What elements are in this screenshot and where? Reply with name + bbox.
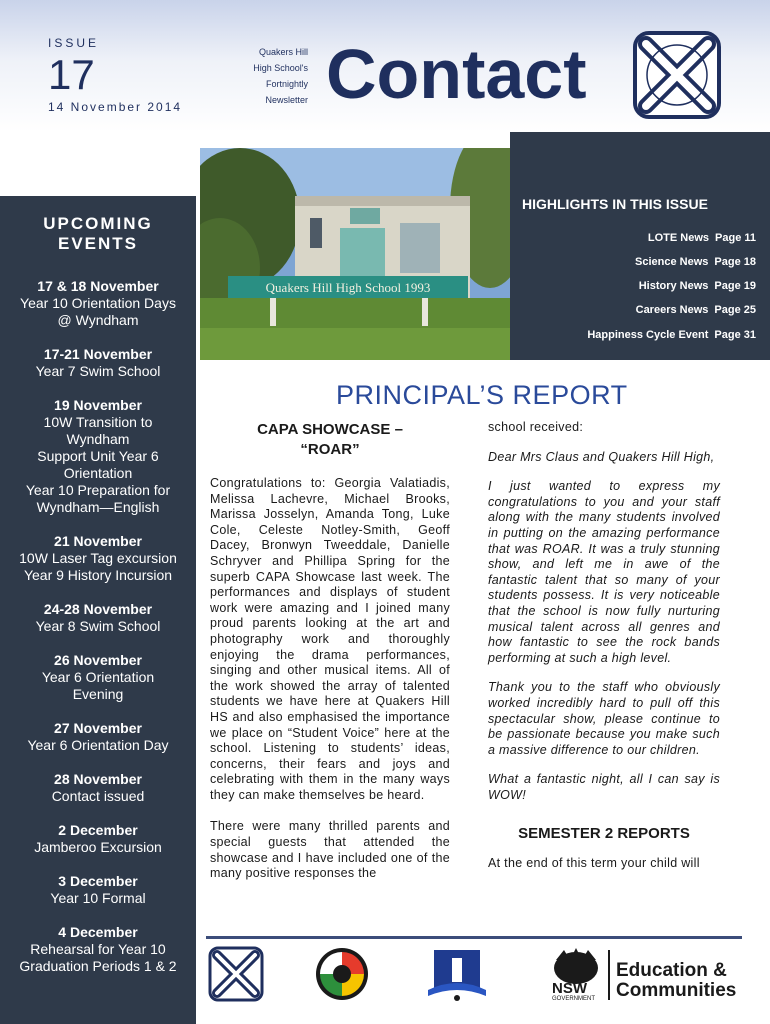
tagline-line: Quakers Hill xyxy=(258,47,308,57)
capa-heading xyxy=(210,420,450,460)
program-logo-circle xyxy=(314,946,370,1002)
letter-paragraph: Dear Mrs Claus and Quakers Hill High, xyxy=(488,449,715,464)
program-logo-book xyxy=(424,946,490,1002)
event-date: 24-28 November xyxy=(43,601,153,617)
tagline-line: Fortnightly xyxy=(265,79,308,89)
school-building-photo xyxy=(200,148,510,360)
event-desc: Year 8 Swim School xyxy=(35,618,161,634)
events-list xyxy=(0,278,196,975)
sidebar-title xyxy=(0,214,196,254)
event-item xyxy=(0,873,196,907)
letter-paragraph: I just wanted to express my congratulations to you and your staff along with the many students involved in putting on the amazing performance that was ROAR. It was a truly stunning show, and left me in awe of the fantastic talent that so many of your students possess. It is very noticeable that the school is now fully nurturing musical talent across all genres and how fantastic to see the rock bands performing at such a high level. xyxy=(488,479,720,665)
upcoming-events-sidebar xyxy=(0,196,196,1024)
department-name-line: Education & xyxy=(616,960,727,981)
highlight-label: Science News xyxy=(635,256,709,268)
issue-number: 17 xyxy=(48,51,95,98)
capa-heading-line: “ROAR” xyxy=(300,441,360,458)
event-date: 27 November xyxy=(54,720,142,736)
masthead xyxy=(0,0,770,132)
school-sign-text: Quakers Hill High School 1993 xyxy=(265,280,431,295)
event-item xyxy=(0,771,196,805)
event-date: 2 December xyxy=(58,822,138,838)
event-item xyxy=(0,533,196,584)
capa-heading-line: CAPA SHOWCASE – xyxy=(257,421,403,438)
tagline-line: High School's xyxy=(253,63,308,73)
highlight-page: Page 19 xyxy=(714,280,756,292)
event-date: 4 December xyxy=(58,924,138,940)
highlight-item[interactable] xyxy=(587,329,756,341)
sidebar-title-line: EVENTS xyxy=(57,234,139,253)
highlight-label: Happiness Cycle Event xyxy=(587,329,709,341)
highlight-label: Careers News xyxy=(635,304,709,316)
event-item xyxy=(0,822,196,856)
event-item xyxy=(0,601,196,635)
event-desc: Year 10 Orientation Days @ Wyndham xyxy=(20,295,176,328)
letter-paragraph: Thank you to the staff who obviously worked incredibly hard to pull off this spectacular show, please continue to be passionate because you make such a massive difference to our children. xyxy=(488,680,720,757)
event-date: 28 November xyxy=(54,771,142,787)
event-item xyxy=(0,720,196,754)
event-desc: Year 7 Swim School xyxy=(35,363,161,379)
report-column-left xyxy=(210,420,450,882)
event-date: 17-21 November xyxy=(43,346,153,362)
principals-report-title: PRINCIPAL’S REPORT xyxy=(336,380,628,410)
highlight-label: History News xyxy=(638,280,709,292)
capa-paragraph: Congratulations to: Georgia Valatiadis, Melissa Lachevre, Michael Brooks, Marissa Josselyn, Amanda Tong, Luke Cole, Celeste Notley-Smith, Geoff Dacey, Bronwyn Tweeddale, Danielle Schryver and Phillipa Spring for the superb CAPA Showcase last week. The performances and displays of student work were amazing and I joined many proud parents looking at the art and photography work and thoroughly enjoying the drama performances, singing and other musical items. All of the work showed the array of talented students we have here at Quakers Hill HS and also emphasised the importance we place on “Student Voice” here at the school. Listening to students’ ideas, concerns, their fears and joys and celebrating with them in the many ways they can make themselves be heard. xyxy=(210,476,450,802)
newsletter-title: Contact xyxy=(326,35,587,113)
event-date: 21 November xyxy=(54,533,142,549)
event-date: 3 December xyxy=(58,873,138,889)
highlight-item[interactable] xyxy=(635,256,756,268)
event-desc: 10W Laser Tag excursion Year 9 History Incursion xyxy=(19,550,177,583)
issue-label: ISSUE xyxy=(48,36,100,50)
event-item xyxy=(0,397,196,516)
highlight-page: Page 25 xyxy=(714,304,756,316)
highlight-item[interactable] xyxy=(636,304,756,316)
event-date: 26 November xyxy=(54,652,142,668)
report-column-right xyxy=(488,420,720,886)
newsletter-tagline xyxy=(208,44,308,108)
highlight-page: Page 11 xyxy=(715,232,756,244)
school-crest-logo xyxy=(632,30,722,120)
event-desc: Rehearsal for Year 10 Graduation Periods 1 & 2 xyxy=(19,941,177,974)
event-desc: Jamberoo Excursion xyxy=(34,839,162,855)
nsw-education-logo xyxy=(546,946,746,1002)
school-crest-logo-small xyxy=(208,946,264,1002)
semester-reports-heading: SEMESTER 2 REPORTS xyxy=(518,825,690,843)
tagline-line: Newsletter xyxy=(265,95,308,105)
event-item xyxy=(0,924,196,975)
letter-paragraph: What a fantastic night, all I can say is WOW! xyxy=(488,772,720,802)
semester-paragraph: At the end of this term your child will xyxy=(488,856,700,871)
highlights-box xyxy=(510,132,770,360)
event-item xyxy=(0,346,196,380)
sidebar-title-line: UPCOMING xyxy=(43,214,153,233)
event-desc: Contact issued xyxy=(51,788,145,804)
logo-divider xyxy=(608,950,610,1000)
event-desc: Year 6 Orientation Evening xyxy=(41,669,155,702)
highlight-label: LOTE News xyxy=(647,232,710,244)
event-date: 19 November xyxy=(54,397,142,413)
highlight-item[interactable] xyxy=(639,280,756,292)
event-desc: 10W Transition to Wyndham Support Unit Year 6 Orientation Year 10 Preparation for Wyndham—English xyxy=(25,414,171,515)
highlights-title: HIGHLIGHTS IN THIS ISSUE xyxy=(522,196,708,212)
highlight-page: Page 31 xyxy=(714,329,756,341)
event-item xyxy=(0,278,196,329)
footer-divider xyxy=(206,936,742,939)
highlight-item[interactable] xyxy=(648,232,756,244)
highlight-page: Page 18 xyxy=(714,256,756,268)
nsw-label: NSW xyxy=(552,980,587,997)
capa-paragraph: There were many thrilled parents and special guests that attended the showcase and I have included one of the many positive responses the xyxy=(210,819,450,881)
issue-date: 14 November 2014 xyxy=(48,100,183,114)
event-item xyxy=(0,652,196,703)
department-name-line: Communities xyxy=(616,980,737,1001)
event-desc: Year 6 Orientation Day xyxy=(27,737,169,753)
event-date: 17 & 18 November xyxy=(37,278,159,294)
nsw-sub-label: GOVERNMENT xyxy=(552,996,596,1002)
event-desc: Year 10 Formal xyxy=(50,890,146,906)
letter-intro: school received: xyxy=(488,420,584,434)
